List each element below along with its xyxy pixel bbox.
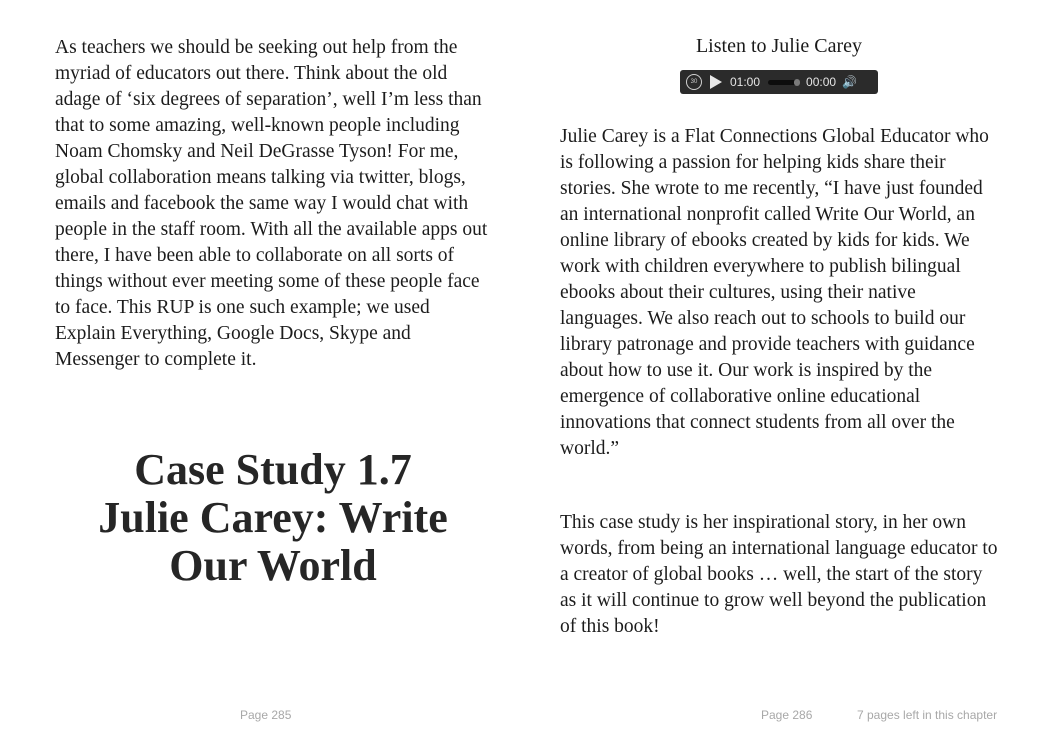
right-page [527, 0, 1054, 730]
body-paragraph: This case study is her inspirational story, in her own words, from being an international language educator to a creator of global books … well, the start of the story as it will continue to grow well beyond the publication of this book! [560, 512, 998, 637]
body-paragraph: As teachers we should be seeking out help from the myriad of educators out there. Think about the old adage of ‘six degrees of separation’, well I’m less than that to some amazing, well-known people including Noam Chomsky and Neil DeGrasse Tyson! For me, global collaboration means talking via twitter, blogs, emails and facebook the same way I would chat with people in the staff room. With all the available apps out there, I have been able to collaborate on all sorts of things without ever meeting some of these people face to face. This RUP is one such example; we used Explain Everything, Google Docs, Skype and Messenger to complete it. [55, 37, 488, 370]
play-icon[interactable] [710, 75, 722, 89]
current-time: 01:00 [730, 75, 761, 89]
scrubber-slider[interactable] [768, 80, 798, 85]
rewind-30-icon[interactable]: 30 [686, 74, 702, 90]
audio-player[interactable] [680, 70, 878, 94]
pages-left-indicator: 7 pages left in this chapter [857, 708, 998, 722]
audio-title: Listen to Julie Carey [695, 35, 863, 57]
case-study-title-line: Our World [169, 541, 377, 590]
remaining-time: 00:00 [806, 75, 837, 89]
body-paragraph: Julie Carey is a Flat Connections Global Educator who is following a passion for helping kids share their stories. She wrote to me recently, “I have just founded an international nonprofit called Write Our World, an online library of ebooks created by kids for kids. We work with children everywhere to publish bilingual ebooks about their cultures, using their native languages. We also reach out to schools to build our library patronage and provide teachers with guidance about how to use it. Our work is inspired by the emergence of collaborative online educational innovations that connect students from all over the world.” [560, 126, 989, 459]
page-number: Page 286 [761, 708, 813, 722]
case-study-title-line: Julie Carey: Write [98, 493, 448, 542]
case-study-heading [40, 446, 506, 590]
volume-icon[interactable]: 🔊 [842, 75, 858, 89]
page-number: Page 285 [240, 708, 292, 722]
case-study-number: Case Study 1.7 [134, 445, 412, 494]
